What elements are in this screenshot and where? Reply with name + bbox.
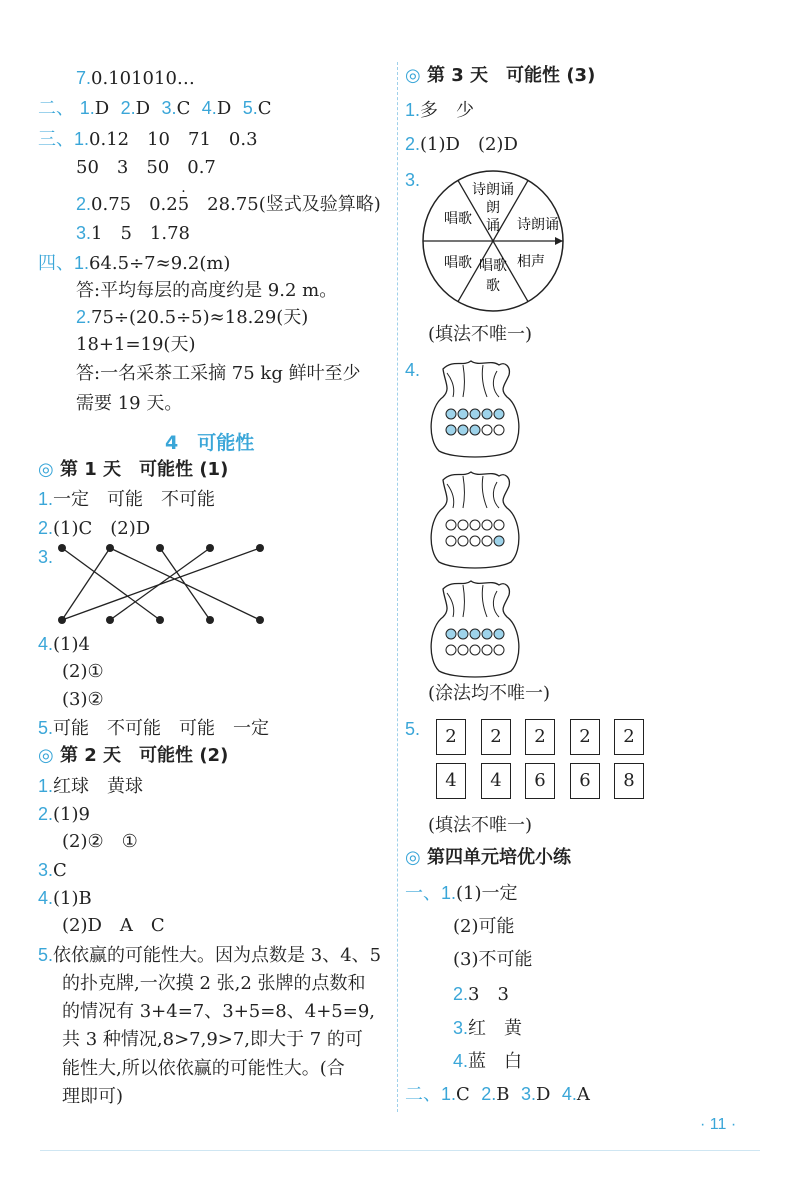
day2-q5-line2: 的扑克牌,一次摸 2 张,2 张牌的点数和 <box>62 973 366 994</box>
day3-q3: 3. <box>405 170 421 190</box>
section-si-ans2b: 需要 19 天。 <box>76 393 183 414</box>
day1-q4a: 4.(1)4 <box>38 634 90 655</box>
day3-heading: ◎ 第 3 天 可能性 (3) <box>405 65 596 86</box>
day1-q5: 5.可能 不可能 可能 一定 <box>38 718 270 739</box>
match-dot <box>106 544 114 552</box>
day3-q2: 2.(1)D (2)D <box>405 134 518 155</box>
spinner-label-bottom: 唱歌 <box>479 258 507 274</box>
day2-q4b: (2)D A C <box>62 915 165 936</box>
l7-line: 7.0.101010… <box>76 68 195 89</box>
match-dot <box>256 616 264 624</box>
unit-yi-1b: (2)可能 <box>453 916 515 937</box>
matching-diagram <box>55 540 270 625</box>
match-dot <box>58 616 66 624</box>
card: 4 <box>481 763 511 799</box>
day1-q2: 2.(1)C (2)D <box>38 518 151 539</box>
day3-q4: 4. <box>405 360 421 380</box>
day2-q2a: 2.(1)9 <box>38 804 90 825</box>
section-er: 二、 1.D 2.D 3.C 4.D 5.C <box>38 98 272 119</box>
unit-yi-2: 2.3 3 <box>453 984 509 1005</box>
day3-q5: 5. <box>405 719 421 739</box>
bag-2 <box>425 466 525 571</box>
card: 2 <box>481 719 511 755</box>
unit-er: 二、1.C 2.B 3.D 4.A <box>405 1084 590 1105</box>
unit-yi-1c: (3)不可能 <box>453 949 533 970</box>
unit-heading: ◎ 第四单元培优小练 <box>405 847 571 868</box>
chapter-title: 4 可能性 <box>165 432 255 454</box>
card: 6 <box>570 763 600 799</box>
section-si-ans2: 答:一名采茶工采摘 75 kg 鲜叶至少 <box>76 363 361 384</box>
day2-q3: 3.C <box>38 860 67 881</box>
spinner-wheel <box>418 166 568 316</box>
match-line <box>160 548 210 620</box>
spinner-label-right: 诗朗诵 <box>517 217 559 233</box>
day2-q5-line6: 理即可) <box>62 1086 124 1107</box>
section-si-2: 2.75÷(20.5÷5)≈18.29(天) <box>76 307 309 328</box>
card: 2 <box>614 719 644 755</box>
day2-q5-line1: 5.依依赢的可能性大。因为点数是 3、4、5 <box>38 945 382 966</box>
svg-text:歌: 歌 <box>486 278 500 294</box>
card: 8 <box>614 763 644 799</box>
day2-q5-line5: 能性大,所以依依赢的可能性大。(合 <box>62 1058 345 1079</box>
card: 2 <box>525 719 555 755</box>
match-dot <box>256 544 264 552</box>
card: 6 <box>525 763 555 799</box>
svg-text:朗: 朗 <box>486 200 500 216</box>
card: 2 <box>570 719 600 755</box>
day3-note4: (涂法均不唯一) <box>428 683 551 704</box>
day1-q1: 1.一定 可能 不可能 <box>38 489 216 510</box>
day1-heading: ◎ 第 1 天 可能性 (1) <box>38 459 229 480</box>
match-line <box>62 548 260 620</box>
section-san-1b: 50 3 50 0.7 <box>76 157 216 178</box>
page-number: · 11 · <box>700 1116 737 1133</box>
match-dot <box>156 616 164 624</box>
spinner-label-lower-left: 唱歌 <box>444 255 472 271</box>
day3-q1: 1.多 少 <box>405 100 475 121</box>
spinner-label-top: 诗朗诵 <box>472 182 514 198</box>
match-line <box>62 548 110 620</box>
match-dot <box>106 616 114 624</box>
match-dot <box>156 544 164 552</box>
section-si-2b: 18+1=19(天) <box>76 334 196 355</box>
day2-heading: ◎ 第 2 天 可能性 (2) <box>38 745 229 766</box>
bag-3 <box>425 575 525 680</box>
section-san-3: 3.1 5 1.78 <box>76 223 190 244</box>
day2-q2b: (2)② ① <box>62 831 138 852</box>
section-si-ans1: 答:平均每层的高度约是 9.2 m。 <box>76 280 338 301</box>
day1-q4c: (3)② <box>62 689 104 710</box>
section-si-1: 四、1.64.5÷7≈9.2(m) <box>38 253 231 274</box>
section-san-1: 三、1.0.12 10 71 0.3 <box>38 129 258 150</box>
match-dot <box>206 544 214 552</box>
bag-1 <box>425 355 525 460</box>
card: 2 <box>436 719 466 755</box>
section-san-2: 2.0.75 0.2· 5 28.75(竖式及验算略) <box>76 192 381 217</box>
match-line <box>62 548 160 620</box>
svg-text:诵: 诵 <box>486 218 500 234</box>
day2-q5-line4: 共 3 种情况,8>7,9>7,即大于 7 的可 <box>62 1029 363 1050</box>
day2-q5-line3: 的情况有 3+4=7、3+5=8、4+5=9, <box>62 1001 376 1022</box>
bottom-rule <box>40 1150 760 1151</box>
column-divider <box>397 62 398 1112</box>
day1-q3: 3. <box>38 547 54 567</box>
card: 4 <box>436 763 466 799</box>
day1-q4b: (2)① <box>62 661 104 682</box>
unit-yi-3: 3.红 黄 <box>453 1018 523 1039</box>
day3-note3: (填法不唯一) <box>428 324 533 345</box>
match-dot <box>58 544 66 552</box>
day2-q4a: 4.(1)B <box>38 888 92 909</box>
unit-yi-1: 一、1.(1)一定 <box>405 883 518 904</box>
day3-note5: (填法不唯一) <box>428 815 533 836</box>
spinner-label-lower-right: 相声 <box>517 254 545 270</box>
unit-yi-4: 4.蓝 白 <box>453 1051 523 1072</box>
day2-q1: 1.红球 黄球 <box>38 776 144 797</box>
spinner-label-upper-left: 唱歌 <box>444 211 472 227</box>
match-dot <box>206 616 214 624</box>
